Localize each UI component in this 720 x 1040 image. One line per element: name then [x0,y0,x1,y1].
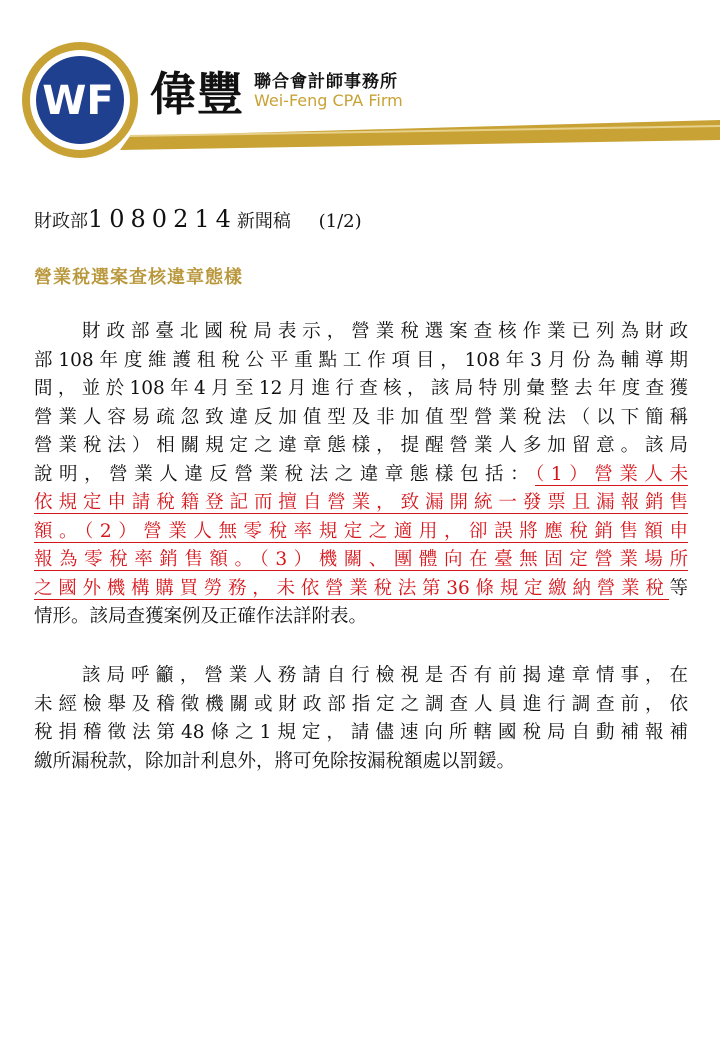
press-release-line [34,205,362,233]
release-number: 1080214 [88,205,237,233]
paragraph-2 [34,662,688,776]
highlighted-text: 報為零稅率銷售額。（3）機關、團體向在臺無固定營業場所 [34,549,688,570]
text-line: 營業稅法）相關規定之違章態樣，提醒營業人多加留意。該局 [34,435,688,456]
text-segment: 說明，營業人違反營業稅法之違章態樣包括： [34,463,536,485]
text-line: 情形。該局查獲案例及正確作法詳附表。 [34,606,368,627]
highlighted-text: 之國外機構購買勞務，未依營業稅法第36條規定繳納營業稅 [34,577,670,599]
text-line: 該局呼籲，營業人務請自行檢視是否有前揭違章情事，在 [82,665,688,686]
text-line [34,546,688,575]
text-line [34,489,688,518]
text-line: 繳所漏稅款，除加計利息外，將可免除按漏稅額處以罰鍰。 [34,750,516,772]
firm-name-zh: 聯合會計師事務所 [254,72,398,92]
text-line: 部108年度維護租稅公平重點工作項目，108年3月份為輔導期 [34,349,688,371]
brand-name-zh: 偉豐 [150,67,244,121]
text-line: 營業人容易疏忽致違反加值型及非加值型營業稅法（以下簡稱 [34,406,688,428]
letterhead [0,0,720,160]
text-line: 財政部臺北國稅局表示，營業稅選案查核作業已列為財政 [82,321,688,342]
text-line: 未經檢舉及稽徵機關或財政部指定之調查人員進行調查前，依 [34,693,688,715]
text-segment: 等 [669,577,688,599]
document-title: 營業稅選案查核違章態樣 [34,267,243,288]
release-prefix: 財政部 [34,211,88,232]
text-line [34,461,688,490]
paragraph-1 [34,318,688,632]
text-line [34,518,688,547]
logo-text: WF [42,78,114,124]
text-line: 稅捐稽徵法第48條之1規定，請儘速向所轄國稅局自動補報補 [34,722,688,743]
release-suffix: 新聞稿 [236,211,291,232]
text-line [34,575,688,604]
highlighted-text: 額。（2）營業人無零稅率規定之適用，卻誤將應稅銷售額申 [34,520,688,542]
highlighted-text: 依規定申請稅籍登記而擅自營業，致漏開統一發票且漏報銷售 [34,492,688,513]
highlighted-text: （1）營業人未 [535,463,688,485]
firm-name-en: Wei-Feng CPA Firm [254,91,403,110]
release-page: (1/2) [318,211,362,232]
text-line: 間，並於108年4月至12月進行查核，該局特別彙整去年度查獲 [34,378,688,399]
